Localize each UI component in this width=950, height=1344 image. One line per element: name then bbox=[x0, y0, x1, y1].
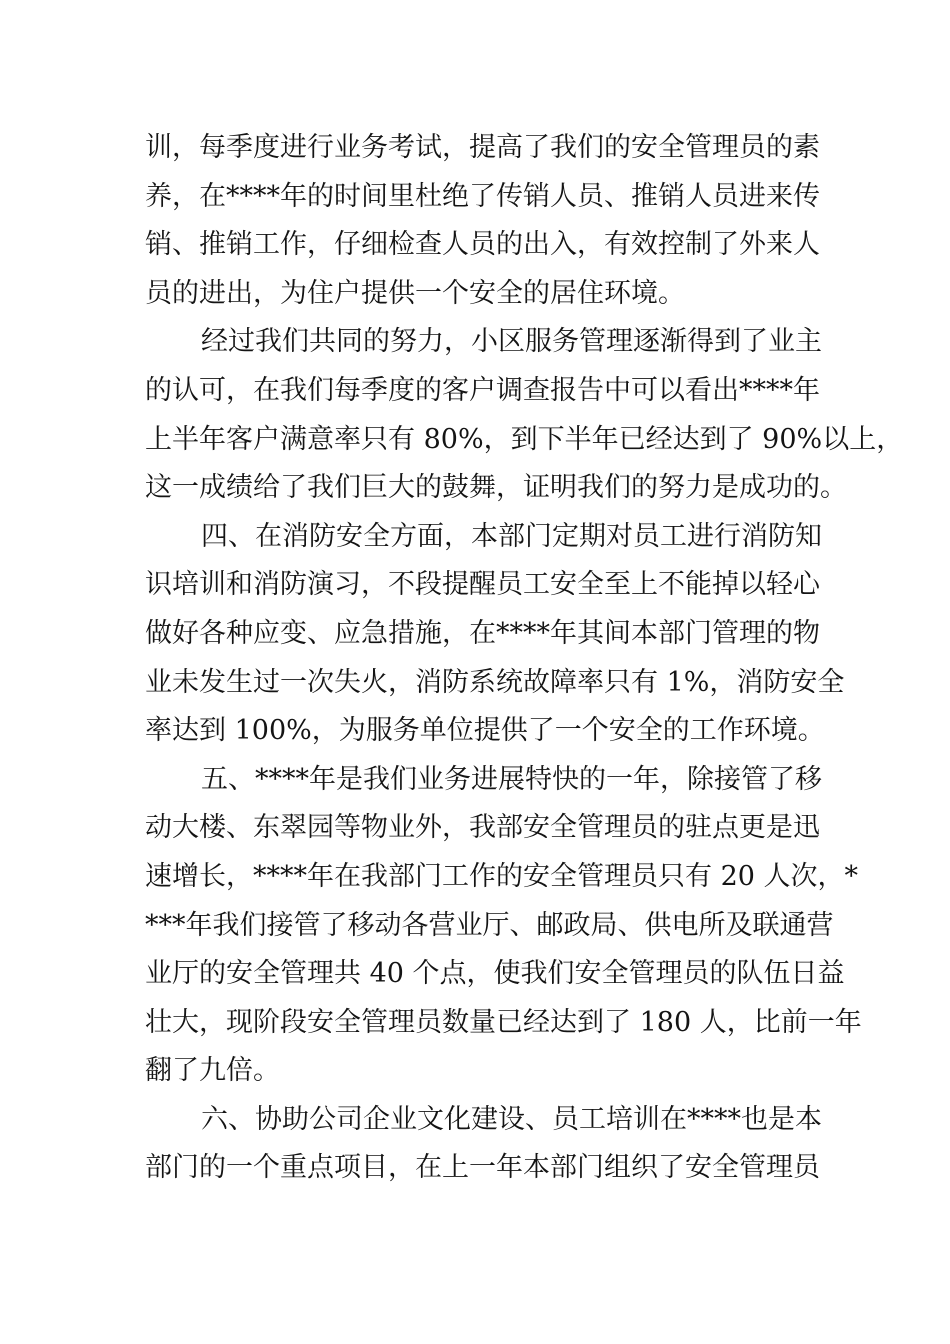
text-line: 翻了九倍。 bbox=[145, 1055, 280, 1087]
text-line: 这一成绩给了我们巨大的鼓舞，证明我们的努力是成功的。 bbox=[145, 472, 847, 504]
text-line: 识培训和消防演习，不段提醒员工安全至上不能掉以轻心 bbox=[145, 569, 820, 601]
text-line: 率达到 100%，为服务单位提供了一个安全的工作环境。 bbox=[145, 715, 825, 747]
text-line: 上半年客户满意率只有 80%，到下半年已经达到了 90%以上， bbox=[145, 423, 904, 455]
paragraph-start-line: 四、在消防安全方面，本部门定期对员工进行消防知 bbox=[201, 520, 822, 552]
paragraph-start-line: 五、****年是我们业务进展特快的一年，除接管了移 bbox=[201, 763, 822, 795]
text-line: 员的进出，为住户提供一个安全的居住环境。 bbox=[145, 277, 685, 309]
text-line: 动大楼、东翠园等物业外，我部安全管理员的驻点更是迅 bbox=[145, 812, 820, 844]
text-line: 销、推销工作，仔细检查人员的出入，有效控制了外来人 bbox=[145, 229, 820, 261]
text-line: ***年我们接管了移动各营业厅、邮政局、供电所及联通营 bbox=[145, 909, 834, 941]
paragraph-start-line: 六、协助公司企业文化建设、员工培训在****也是本 bbox=[201, 1103, 822, 1135]
text-line: 部门的一个重点项目，在上一年本部门组织了安全管理员 bbox=[145, 1152, 820, 1184]
text-line: 壮大，现阶段安全管理员数量已经达到了 180 人，比前一年 bbox=[145, 1006, 862, 1038]
text-line: 训，每季度进行业务考试，提高了我们的安全管理员的素 bbox=[145, 132, 820, 163]
body-text bbox=[145, 124, 904, 1193]
text-line: 做好各种应变、应急措施，在****年其间本部门管理的物 bbox=[145, 617, 820, 649]
text-line: 业厅的安全管理共 40 个点，使我们安全管理员的队伍日益 bbox=[145, 958, 845, 990]
text-line: 速增长，****年在我部门工作的安全管理员只有 20 人次，* bbox=[145, 860, 859, 892]
text-line: 业未发生过一次失火，消防系统故障率只有 1%，消防安全 bbox=[145, 666, 845, 698]
text-line: 养，在****年的时间里杜绝了传销人员、推销人员进来传 bbox=[145, 180, 820, 212]
text-line: 的认可，在我们每季度的客户调查报告中可以看出****年 bbox=[145, 374, 820, 406]
paragraph-start-line: 经过我们共同的努力，小区服务管理逐渐得到了业主 bbox=[201, 326, 822, 358]
